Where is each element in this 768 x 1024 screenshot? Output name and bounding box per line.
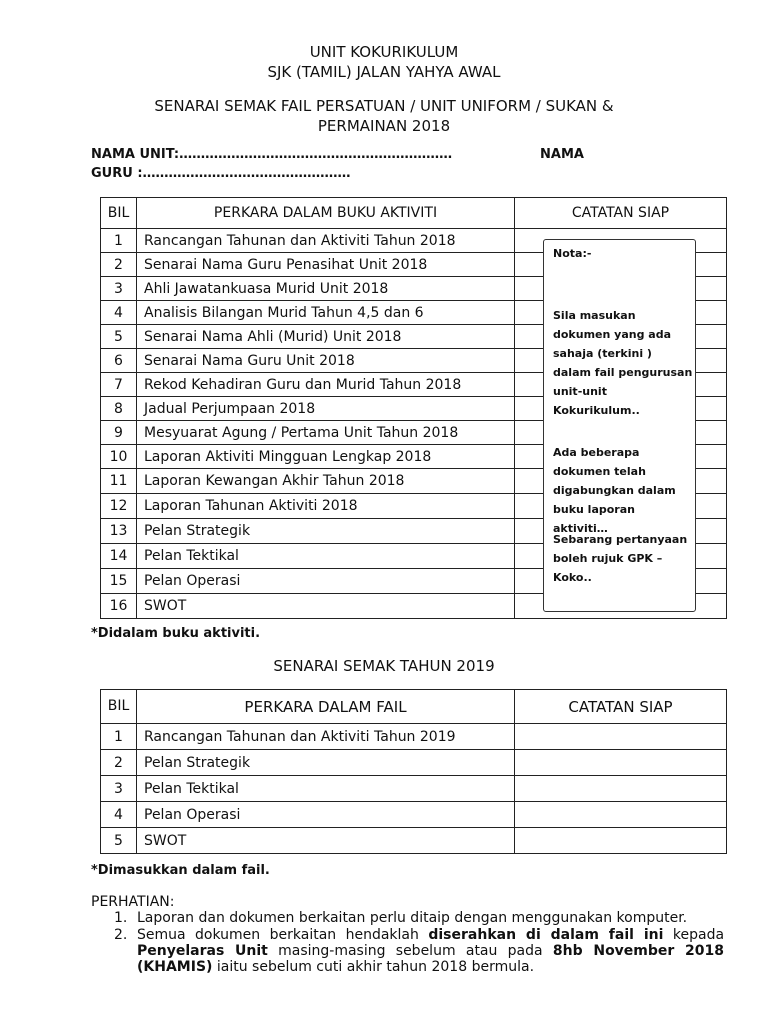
row-number: 8 [101, 397, 137, 421]
col-catatan: CATATAN SIAP [515, 690, 727, 724]
col-perkara: PERKARA DALAM BUKU AKTIVITI [137, 198, 515, 229]
row-number: 5 [101, 828, 137, 854]
row-number: 14 [101, 544, 137, 569]
perhatian-item-1: Laporan dan dokumen berkaitan perlu ditaip dengan menggunakan komputer. [137, 910, 688, 926]
school-name: SJK (TAMIL) JALAN YAHYA AWAL [267, 63, 501, 81]
section-2019-title: SENARAI SEMAK TAHUN 2019 [273, 657, 495, 675]
row-item: Rancangan Tahunan dan Aktiviti Tahun 2018 [137, 229, 515, 253]
row-number: 4 [101, 301, 137, 325]
row-number: 4 [101, 802, 137, 828]
row-number: 12 [101, 494, 137, 519]
row-number: 13 [101, 519, 137, 544]
row-number: 2 [101, 253, 137, 277]
item2-text-g: (KHAMIS) [137, 959, 213, 975]
checklist-title-line2: PERMAINAN 2018 [317, 117, 451, 135]
col-catatan: CATATAN SIAP [515, 198, 727, 229]
note-paragraph-3: Sebarang pertanyaan boleh rujuk GPK – Koko.. [553, 533, 688, 584]
row-item: Laporan Kewangan Akhir Tahun 2018 [137, 469, 515, 494]
row-number: 3 [101, 776, 137, 802]
row-item: Senarai Nama Guru Penasihat Unit 2018 [137, 253, 515, 277]
row-number: 9 [101, 421, 137, 445]
perhatian-item-2-line3 [137, 959, 534, 975]
row-catatan-cell[interactable] [515, 724, 727, 750]
row-item: Mesyuarat Agung / Pertama Unit Tahun 2018 [137, 421, 515, 445]
row-item: Rekod Kehadiran Guru dan Murid Tahun 2018 [137, 373, 515, 397]
row-catatan-cell[interactable] [515, 750, 727, 776]
row-item: SWOT [137, 828, 515, 854]
checklist-title-line1: SENARAI SEMAK FAIL PERSATUAN / UNIT UNIFORM / SUKAN & [154, 97, 614, 115]
row-item: Pelan Strategik [137, 519, 515, 544]
item2-text-c: kepada [672, 927, 725, 943]
row-number: 10 [101, 445, 137, 469]
perhatian-item-1-number: 1. [114, 910, 128, 926]
table-row [101, 724, 727, 750]
item2-text-h: iaitu sebelum cuti akhir tahun 2018 bermula. [216, 959, 535, 975]
row-item: Pelan Tektikal [137, 776, 515, 802]
item2-text-d: Penyelaras Unit [137, 943, 268, 959]
row-number: 1 [101, 229, 137, 253]
perhatian-item-2-number: 2. [114, 927, 128, 943]
school-unit-title: UNIT KOKURIKULUM [309, 43, 459, 61]
row-item: SWOT [137, 594, 515, 619]
note-box [543, 239, 696, 612]
row-item: Ahli Jawatankuasa Murid Unit 2018 [137, 277, 515, 301]
nama-unit-field: NAMA UNIT:……………………………………………………… [91, 147, 453, 162]
item2-text-e: masing-masing sebelum atau pada [278, 943, 543, 959]
row-number: 1 [101, 724, 137, 750]
col-bil: BIL [101, 690, 137, 724]
table-row [101, 750, 727, 776]
row-catatan-cell[interactable] [515, 828, 727, 854]
row-catatan-cell[interactable] [515, 776, 727, 802]
table-row [101, 828, 727, 854]
item2-text-b: diserahkan di dalam fail ini [428, 927, 664, 943]
table-row [101, 776, 727, 802]
table1-footnote: *Didalam buku aktiviti. [91, 626, 261, 641]
table-header-row [101, 198, 727, 229]
nama-label: NAMA [540, 147, 584, 162]
note-paragraph-2: Ada beberapa dokumen telah digabungkan dalam buku laporan aktiviti… [553, 446, 676, 535]
row-number: 7 [101, 373, 137, 397]
item2-text-f: 8hb November 2018 [552, 943, 724, 959]
col-perkara: PERKARA DALAM FAIL [137, 690, 515, 724]
row-number: 6 [101, 349, 137, 373]
row-number: 3 [101, 277, 137, 301]
row-item: Pelan Operasi [137, 802, 515, 828]
row-item: Senarai Nama Guru Unit 2018 [137, 349, 515, 373]
row-catatan-cell[interactable] [515, 802, 727, 828]
row-number: 2 [101, 750, 137, 776]
row-item: Pelan Strategik [137, 750, 515, 776]
row-item: Laporan Aktiviti Mingguan Lengkap 2018 [137, 445, 515, 469]
row-item: Laporan Tahunan Aktiviti 2018 [137, 494, 515, 519]
row-item: Jadual Perjumpaan 2018 [137, 397, 515, 421]
row-item: Senarai Nama Ahli (Murid) Unit 2018 [137, 325, 515, 349]
item2-text-a: Semua dokumen berkaitan hendaklah [137, 927, 419, 943]
note-label: Nota:- [553, 247, 592, 260]
perhatian-item-2-line1 [137, 927, 724, 943]
table2-footnote: *Dimasukkan dalam fail. [91, 863, 270, 878]
perhatian-item-2-line2 [137, 943, 724, 959]
row-item: Analisis Bilangan Murid Tahun 4,5 dan 6 [137, 301, 515, 325]
row-number: 5 [101, 325, 137, 349]
row-item: Rancangan Tahunan dan Aktiviti Tahun 2019 [137, 724, 515, 750]
row-number: 16 [101, 594, 137, 619]
note-paragraph-1: Sila masukan dokumen yang ada sahaja (terkini ) dalam fail pengurusan unit-unit Kokurikulum.. [553, 309, 693, 417]
checklist-table-2019 [100, 689, 727, 854]
row-number: 11 [101, 469, 137, 494]
guru-field: GURU :………………………………………… [91, 166, 351, 181]
row-item: Pelan Tektikal [137, 544, 515, 569]
table-row [101, 802, 727, 828]
col-bil: BIL [101, 198, 137, 229]
perhatian-title: PERHATIAN: [91, 894, 175, 910]
row-item: Pelan Operasi [137, 569, 515, 594]
table-header-row [101, 690, 727, 724]
row-number: 15 [101, 569, 137, 594]
